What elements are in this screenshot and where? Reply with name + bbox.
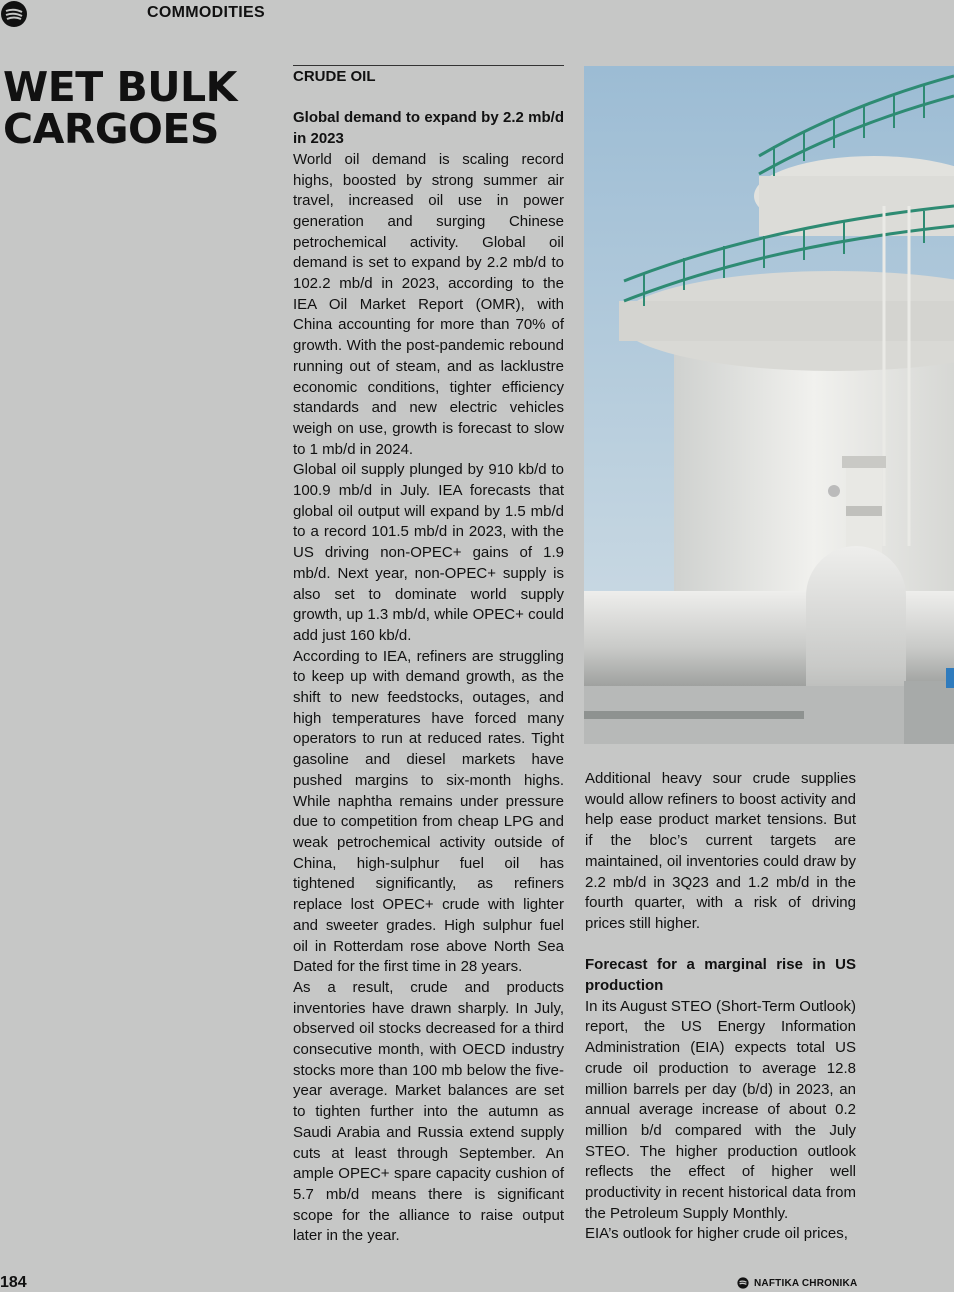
oil-storage-tank-photo [584,66,954,744]
brand-logo-icon [0,0,28,28]
paragraph: According to IEA, refiners are struggling to keep up with demand growth, as the shift to new feedstocks, outages, and high temperatures have forced many operators to run at reduced rates. Tight gasoline and diesel markets have pushed margins to six-month highs. While naphtha remains under pressure due to competition from cheap LPG and weak petrochemical activity outside of China, high-sulphur fuel oil has tightened significantly, as refiners replace lost OPEC+ crude with lighter and sweeter grades. High sulphur fuel oil in Rotterdam rose above North Sea Dated for the first time in 28 years. [293,647,564,976]
paragraph: As a result, crude and products inventories have drawn sharply. In July, observed oil stocks decreased for a third consecutive month, with OECD industry stocks more than 100 mb below the five-year average. Market balances are set to tighten further into the autumn as Saudi Arabia and Russia extend supply cuts at least through September. An ample OPEC+ spare capacity cushion of 5.7 mb/d means there is significant scope for the alliance to raise output later in the year. [293,978,564,1245]
paragraph: In its August STEO (Short-Term Outlook) report, the US Energy Information Administration (EIA) expects total US crude oil production to average 12.8 million barrels per day (b/d) in 2023, an annual average increase of about 0.2 million b/d compared with the July STEO. The higher production outlook reflects the effect of higher well productivity in recent historical data from the Petroleum Supply Monthly. [585,997,856,1222]
subheading: Global demand to expand by 2.2 mb/d in 2023 [293,109,564,148]
page-number: 184 [0,1274,27,1291]
brand-name: NAFTIKA CHRONIKA [754,1277,858,1289]
article-column-2 [585,769,856,1245]
subheading: Forecast for a marginal rise in US production [585,956,856,995]
section-label: COMMODITIES [147,4,265,21]
paragraph: Global oil supply plunged by 910 kb/d to 100.9 mb/d in July. IEA forecasts that global oil output will expand by 1.5 mb/d to a record 101.5 mb/d in 2023, with the US driving non-OPEC+ gains of 1.9 mb/d. Next year, non-OPEC+ supply is also set to dominate world supply growth, up 1.3 mb/d, while OPEC+ could add just 160 kb/d. [293,461,564,644]
section-heading: CRUDE OIL [293,68,376,85]
page-title: WET BULK CARGOES [3,63,237,153]
paragraph: World oil demand is scaling record highs, boosted by strong summer air travel, increased oil use in power generation and surging Chinese petrochemical activity. Global oil demand is set to expand by 2.2 mb/d to 102.2 mb/d in 2023, according to the IEA Oil Market Report (OMR), with China accounting for more than 70% of growth. With the post-pandemic rebound running out of steam, and as lacklustre economic conditions, tighter efficiency standards and new electric vehicles weigh on use, growth is forecast to slow to 1 mb/d in 2024. [293,150,564,458]
brand-logo-icon [737,1277,749,1289]
paragraph: EIA’s outlook for higher crude oil prices, [585,1225,848,1243]
article-column-1 [293,65,564,1247]
footer-brand [737,1277,857,1289]
paragraph: Additional heavy sour crude supplies would allow refiners to boost activity and help ease product market tensions. But if the bloc’s current targets are maintained, oil inventories could draw by 2.2 mb/d in 3Q23 and 1.2 mb/d in the fourth quarter, with a risk of driving prices still higher. [585,770,856,932]
